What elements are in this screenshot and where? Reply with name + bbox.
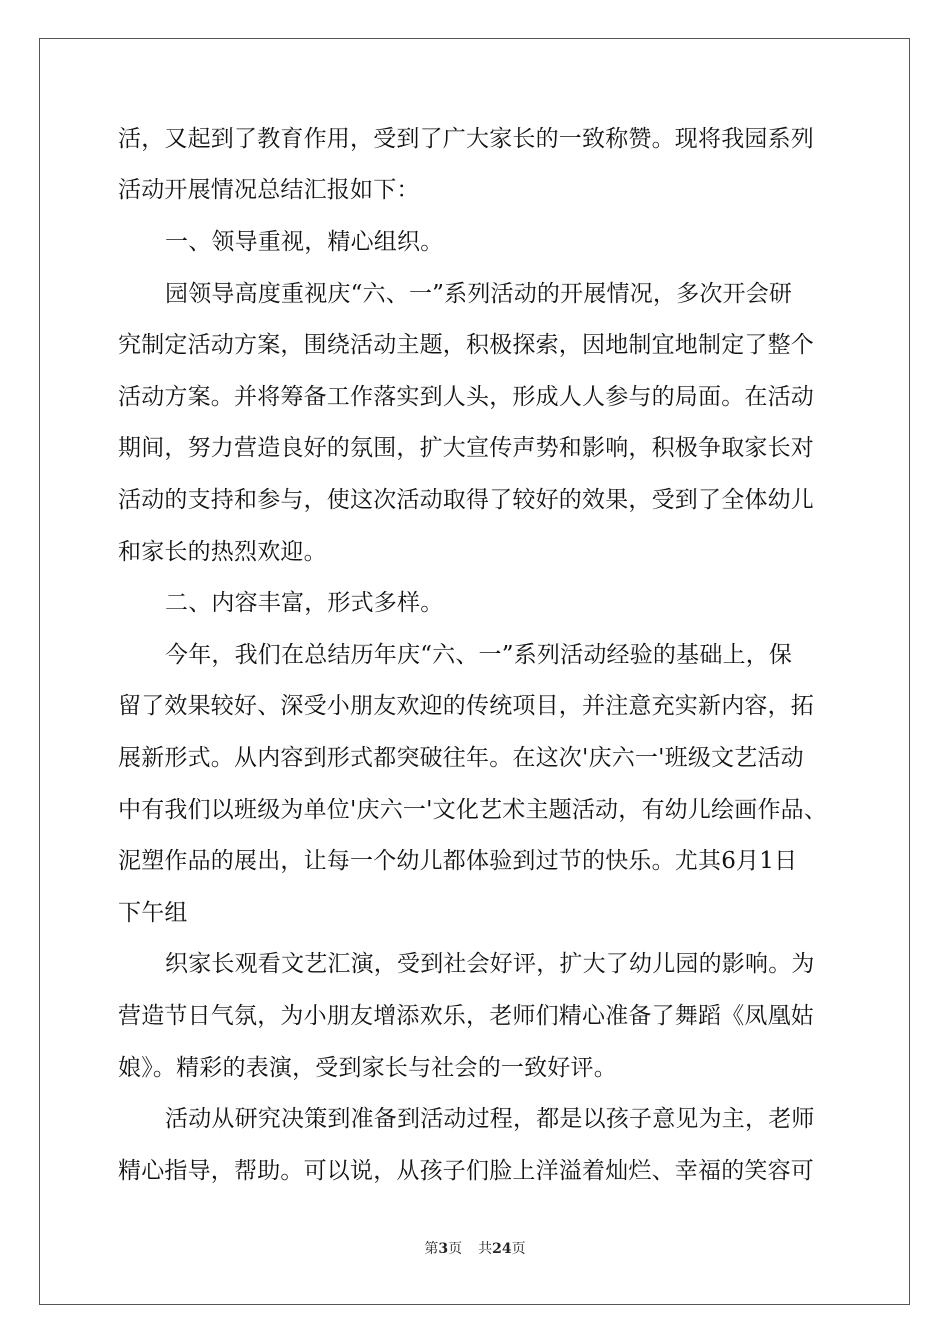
total-suffix: 页: [511, 1241, 526, 1257]
text-line: 中有我们以班级为单位'庆六一'文化艺术主题活动，有幼儿绘画作品、: [118, 797, 828, 823]
text-line: 今年，我们在总结历年庆“六、一”系列活动经验的基础上，保: [165, 642, 793, 668]
text-line: 和家长的热烈欢迎。: [118, 539, 327, 565]
text-line: 娘》。精彩的表演，受到家长与社会的一致好评。: [118, 1055, 617, 1081]
text-line: 织家长观看文艺汇演，受到社会好评，扩大了幼儿园的影响。为: [165, 951, 815, 977]
text-line: 留了效果较好、深受小朋友欢迎的传统项目，并注意充实新内容，拓: [118, 693, 814, 719]
text-line: 下午组: [118, 900, 188, 926]
page-footer: [0, 1240, 950, 1258]
section-heading: 一、领导重视，精心组织。: [165, 229, 444, 255]
text-line: 活动的支持和参与，使这次活动取得了较好的效果，受到了全体幼儿: [118, 487, 814, 513]
text-line: 究制定活动方案，围绕活动主题，积极探索，因地制宜地制定了整个: [118, 332, 814, 358]
text-line: 泥塑作品的展出，让每一个幼儿都体验到过节的快乐。尤其6月1日: [118, 848, 798, 874]
text-line: 活动开展情况总结汇报如下：: [118, 177, 420, 203]
text-line: 活，又起到了教育作用，受到了广大家长的一致称赞。现将我园系列: [118, 126, 814, 152]
text-line: 活动方案。并将筹备工作落实到人头，形成人人参与的局面。在活动: [118, 384, 814, 410]
page-total: 24: [492, 1241, 512, 1257]
text-line: 园领导高度重视庆“六、一”系列活动的开展情况，多次开会研: [165, 281, 793, 307]
section-heading: 二、内容丰富，形式多样。: [165, 590, 444, 616]
total-prefix: 共: [478, 1241, 493, 1257]
text-line: 展新形式。从内容到形式都突破往年。在这次'庆六一'班级文艺活动: [118, 745, 804, 771]
text-line: 期间，努力营造良好的氛围，扩大宣传声势和影响，积极争取家长对: [118, 435, 814, 461]
page-current: 3: [438, 1241, 449, 1257]
text-line: 活动从研究决策到准备到活动过程，都是以孩子意见为主，老师: [165, 1106, 815, 1132]
page-suffix: 页: [448, 1241, 463, 1257]
text-line: 营造节日气氛，为小朋友增添欢乐，老师们精心准备了舞蹈《凤凰姑: [118, 1003, 814, 1029]
text-line: 精心指导，帮助。可以说，从孩子们脸上洋溢着灿烂、幸福的笑容可: [118, 1158, 814, 1184]
page-prefix: 第: [424, 1241, 439, 1257]
